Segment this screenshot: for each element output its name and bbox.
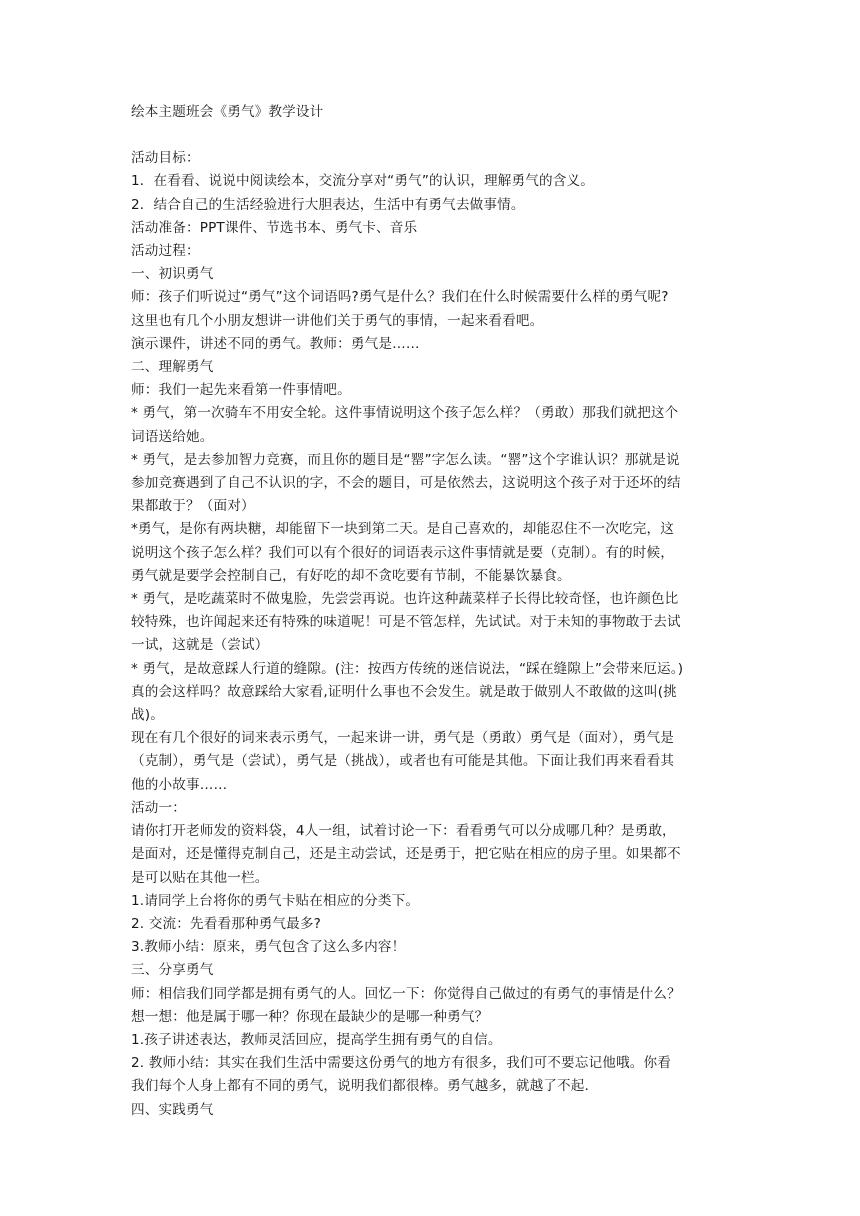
- document-lines: [131, 147, 731, 1122]
- text-line: 我们每个人身上都有不同的勇气，说明我们都很棒。勇气越多，就越了不起.: [131, 1078, 590, 1095]
- text-line: （克制），勇气是（尝试），勇气是（挑战），或者也有可能是其他。下面让我们再来看看其: [131, 753, 675, 770]
- text-line: 真的会这样吗？故意踩给大家看,证明什么事也不会发生。就是敢于做别人不敢做的这叫(挑: [131, 683, 677, 700]
- text-line: 勇气就是要学会控制自己，有好吃的却不贪吃要有节制，不能暴饮暴食。: [131, 567, 571, 584]
- text-line: 二、理解勇气: [131, 359, 214, 376]
- text-line: 这里也有几个小朋友想讲一讲他们关于勇气的事情，一起来看看吧。: [131, 312, 544, 329]
- text-line: 请你打开老师发的资料袋，4人一组，试着讨论一下：看看勇气可以分成哪几种？是勇敢，: [131, 823, 676, 840]
- text-line: 说明这个孩子怎么样？我们可以有个很好的词语表示这件事情就是要（克制）。有的时候，: [131, 544, 674, 561]
- text-line: 想一想：他是属于哪一种？你现在最缺少的是哪一种勇气？: [131, 1008, 489, 1025]
- text-line: 演示课件，讲述不同的勇气。教师：勇气是……: [131, 335, 420, 352]
- text-line: 战)。: [131, 707, 164, 724]
- document-title: 绘本主题班会《勇气》教学设计: [131, 104, 324, 120]
- text-line: 四、实践勇气: [131, 1101, 214, 1118]
- text-line: 是面对，还是懂得克制自己，还是主动尝试，还是勇于，把它贴在相应的房子里。如果都不: [131, 846, 681, 863]
- document-body: [131, 101, 731, 1122]
- text-line: 师：我们一起先来看第一件事情吧。: [131, 382, 351, 399]
- text-line: 活动过程：: [131, 243, 200, 260]
- text-line: 是可以贴在其他一栏。: [131, 869, 269, 886]
- text-line: 师：相信我们同学都是拥有勇气的人。回忆一下：你觉得自己做过的有勇气的事情是什么？: [131, 985, 681, 1002]
- text-line: * 勇气，是故意踩人行道的缝隙。(注：按西方传统的迷信说法，“踩在缝隙上”会带来厄运。): [131, 660, 684, 677]
- text-line: 参加竞赛遇到了自己不认识的字，不会的题目，可是依然去，这说明这个孩子对于还坏的结: [131, 475, 681, 492]
- text-line: * 勇气，第一次骑车不用安全轮。这件事情说明这个孩子怎么样？（勇敢）那我们就把这个: [131, 405, 679, 422]
- text-line: 词语送给她。: [131, 428, 214, 445]
- text-line: 较特殊，也许闻起来还有特殊的味道呢！可是不管怎样，先试试。对于未知的事物敢于去试: [131, 614, 681, 631]
- text-line: * 勇气，是吃蔬菜时不做鬼脸，先尝尝再说。也许这种蔬菜样子长得比较奇怪，也许颜色比: [131, 591, 679, 608]
- text-line: 他的小故事……: [131, 776, 228, 793]
- text-line: 一试，这就是（尝试）: [131, 637, 269, 654]
- text-line: 活动一：: [131, 799, 186, 816]
- text-line: 现在有几个很好的词来表示勇气，一起来讲一讲，勇气是（勇敢）勇气是（面对），勇气是: [131, 730, 674, 747]
- text-line: 果都敢于？（面对）: [131, 498, 255, 515]
- text-line: 2. 教师小结：其实在我们生活中需要这份勇气的地方有很多，我们可不要忘记他哦。你看: [131, 1055, 672, 1072]
- text-line: 3.教师小结：原来，勇气包含了这么多内容！: [131, 939, 406, 956]
- text-line: 活动准备：PPT课件、节选书本、勇气卡、音乐: [131, 219, 418, 236]
- text-line: 一、初识勇气: [131, 266, 214, 283]
- text-line: * 勇气，是去参加智力竞赛，而且你的题目是“罂”字怎么读。“罂”这个字谁认识？那就是说: [131, 451, 680, 468]
- text-line: 1.孩子讲述表达，教师灵活回应，提高学生拥有勇气的自信。: [131, 1031, 502, 1048]
- text-line: 1.请同学上台将你的勇气卡贴在相应的分类下。: [131, 892, 420, 909]
- text-line: 2. 交流：先看看那种勇气最多?: [131, 915, 322, 932]
- text-line: 2．结合自己的生活经验进行大胆表达，生活中有勇气去做事情。: [131, 196, 525, 213]
- text-line: *勇气，是你有两块糖，却能留下一块到第二天。是自己喜欢的，却能忍住不一次吃完，这: [131, 521, 674, 538]
- text-line: 1．在看看、说说中阅读绘本，交流分享对“勇气”的认识，理解勇气的含义。: [131, 173, 594, 190]
- text-line: 师：孩子们听说过“勇气”这个词语吗?勇气是什么？我们在什么时候需要什么样的勇气呢?: [131, 289, 669, 306]
- text-line: 三、分享勇气: [131, 962, 214, 979]
- text-line: 活动目标：: [131, 150, 200, 167]
